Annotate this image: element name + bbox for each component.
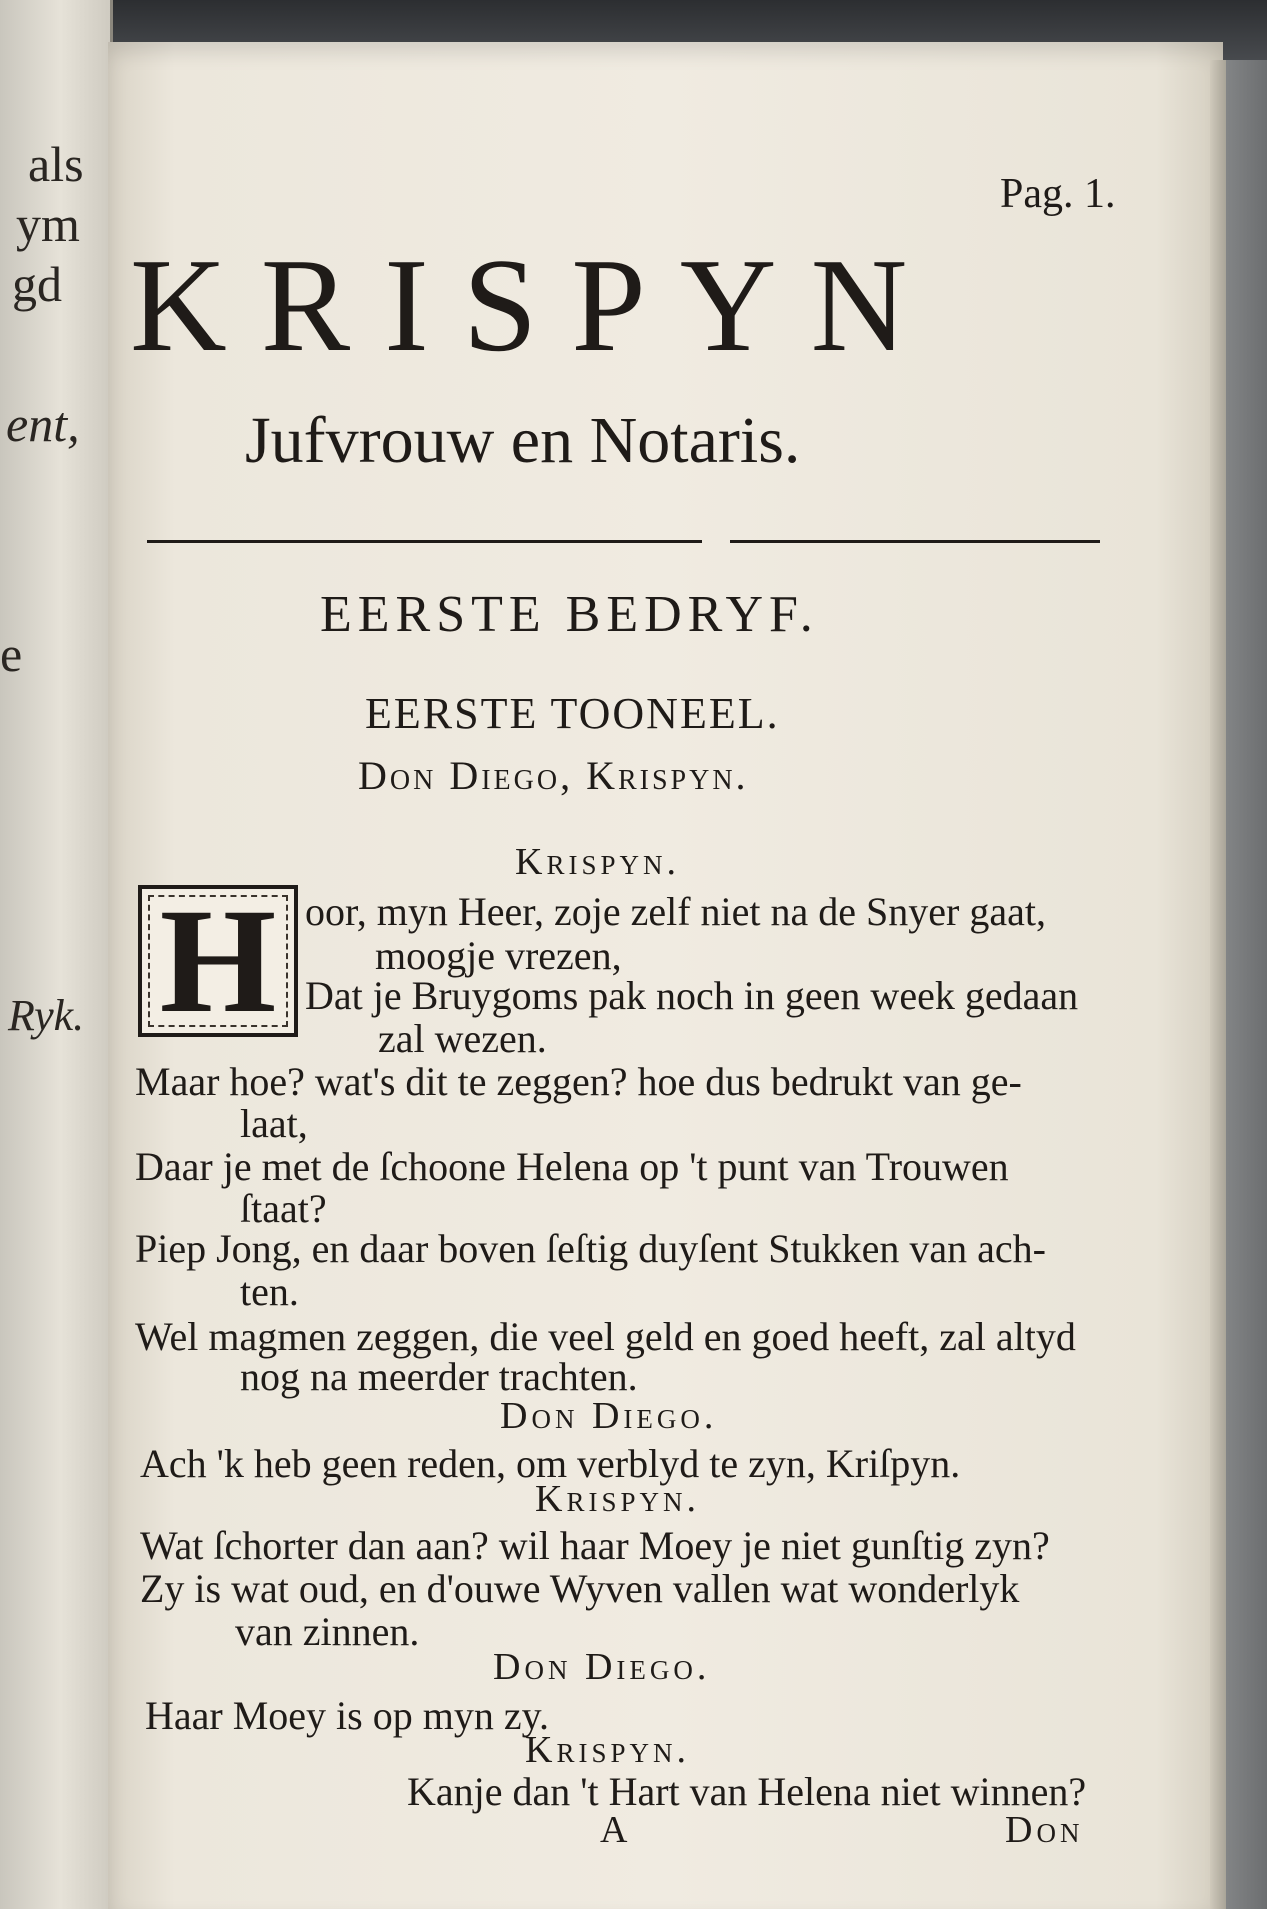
- speaker-label: Don Diego.: [493, 1646, 711, 1688]
- scene-heading: EERSTE TOONEEL.: [365, 689, 780, 738]
- catchword: Don: [1005, 1809, 1084, 1851]
- signature-mark: A: [600, 1809, 632, 1851]
- verse-line: Daar je met de ſchoone Helena op 't punt van Trouwen: [135, 1144, 1009, 1189]
- page-subtitle: Jufvrouw en Notaris.: [245, 404, 801, 477]
- verse-line: van zinnen.: [235, 1609, 420, 1654]
- verse-line: Zy is wat oud, en d'ouwe Wyven vallen wat wonderlyk: [140, 1566, 1020, 1611]
- drop-cap-ornament: [148, 895, 288, 1027]
- verse-line: Ach 'k heb geen reden, om verblyd te zyn, Kriſpyn.: [140, 1441, 961, 1486]
- verse-line: moogje vrezen,: [375, 933, 622, 978]
- divider-left: [147, 540, 702, 543]
- speaker-label: Krispyn.: [535, 1478, 700, 1520]
- character-list: Don Diego, Krispyn.: [358, 753, 749, 798]
- verse-line: ten.: [240, 1269, 299, 1314]
- verse-line: nog na meerder trachten.: [240, 1354, 638, 1399]
- speaker-label: Krispyn.: [515, 841, 680, 883]
- verse-line: Wat ſchorter dan aan? wil haar Moey je niet gunſtig zyn?: [140, 1523, 1050, 1568]
- verse-line: Kanje dan 't Hart van Helena niet winnen?: [407, 1769, 1087, 1814]
- drop-cap-letter: H: [159, 878, 277, 1044]
- verse-line: oor, myn Heer, zoje zelf niet na de Snyer gaat,: [305, 889, 1046, 934]
- verse-line: laat,: [240, 1101, 308, 1146]
- drop-cap-initial: [138, 878, 298, 1044]
- speaker-label: Don Diego.: [500, 1395, 718, 1437]
- verse-line: ſtaat?: [240, 1186, 327, 1231]
- left-fragment: e: [0, 626, 23, 682]
- verse-line: Maar hoe? wat's dit te zeggen? hoe dus bedrukt van ge-: [135, 1059, 1022, 1104]
- left-fragment: Ryk.: [8, 991, 85, 1040]
- left-fragment: als: [28, 136, 84, 192]
- verse-line: Piep Jong, en daar boven ſeſtig duyſent Stukken van ach-: [135, 1226, 1046, 1271]
- verse-line: zal wezen.: [378, 1016, 547, 1061]
- act-heading: EERSTE BEDRYF.: [320, 586, 819, 643]
- speaker-label: Krispyn.: [525, 1729, 690, 1771]
- left-fragment: gd: [12, 256, 62, 312]
- page-edge: [1210, 60, 1226, 1909]
- verse-line: Haar Moey is op myn zy.: [145, 1693, 549, 1738]
- verse-line: Wel magmen zeggen, die veel geld en goed heeft, zal altyd: [135, 1314, 1076, 1359]
- page-title: KRISPYN: [130, 231, 942, 379]
- divider-right: [730, 540, 1100, 543]
- left-fragment: ym: [16, 196, 80, 252]
- left-fragment: ent,: [6, 396, 80, 452]
- facing-page-left: [0, 0, 113, 1909]
- verse-line: Dat je Bruygoms pak noch in geen week gedaan: [305, 973, 1079, 1018]
- page-number: Pag. 1.: [1000, 171, 1116, 217]
